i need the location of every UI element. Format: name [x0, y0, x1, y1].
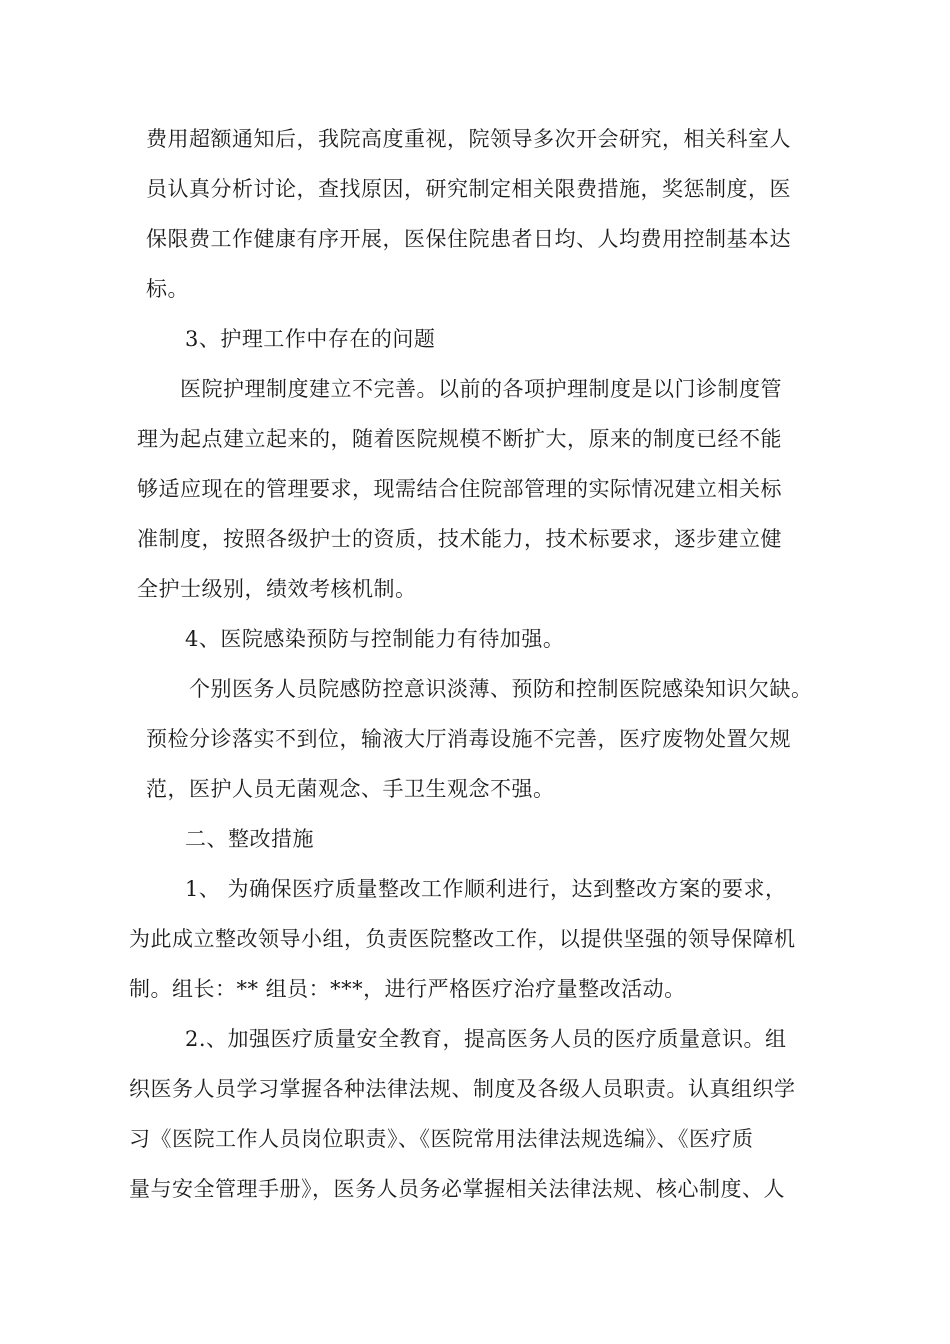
text-line: 保限费工作健康有序开展，医保住院患者日均、人均费用控制基本达 [146, 227, 791, 251]
text-line: 2.、加强医疗质量安全教育，提高医务人员的医疗质量意识。组 [185, 1027, 787, 1051]
text-line: 量与安全管理手册》，医务人员务必掌握相关法律法规、核心制度、人 [129, 1177, 785, 1201]
text-line: 准制度，按照各级护士的资质，技术能力，技术标要求，逐步建立健 [137, 527, 782, 551]
text-line: 够适应现在的管理要求，现需结合住院部管理的实际情况建立相关标 [137, 477, 782, 501]
section-heading: 4、医院感染预防与控制能力有待加强。 [185, 627, 565, 651]
text-line: 标。 [146, 277, 189, 301]
text-line: 费用超额通知后，我院高度重视，院领导多次开会研究，相关科室人 [146, 127, 791, 151]
text-line: 范，医护人员无菌观念、手卫生观念不强。 [146, 777, 555, 801]
section-heading: 二、整改措施 [185, 827, 314, 851]
text-line: 员认真分析讨论，查找原因，研究制定相关限费措施，奖惩制度，医 [146, 177, 791, 201]
text-line: 为此成立整改领导小组，负责医院整改工作，以提供坚强的领导保障机 [129, 927, 796, 951]
text-line: 习《医院工作人员岗位职责》、《医院常用法律法规选编》、《医疗质 [129, 1127, 754, 1151]
text-line: 理为起点建立起来的，随着医院规模不断扩大，原来的制度已经不能 [137, 427, 782, 451]
section-heading: 3、护理工作中存在的问题 [185, 327, 436, 351]
text-line: 全护士级别，绩效考核机制。 [137, 577, 417, 601]
text-line: 1、 为确保医疗质量整改工作顺利进行，达到整改方案的要求， [185, 877, 787, 901]
text-line: 制。组长：** 组员：***，进行严格医疗治疗量整改活动。 [129, 977, 686, 1001]
text-line: 医院护理制度建立不完善。以前的各项护理制度是以门诊制度管 [180, 377, 782, 401]
text-line: 预检分诊落实不到位，输液大厅消毒设施不完善，医疗废物处置欠规 [146, 727, 791, 751]
text-line: 织医务人员学习掌握各种法律法规、制度及各级人员职责。认真组织学 [129, 1077, 796, 1101]
text-line: 个别医务人员院感防控意识淡薄、预防和控制医院感染知识欠缺。 [189, 677, 813, 701]
